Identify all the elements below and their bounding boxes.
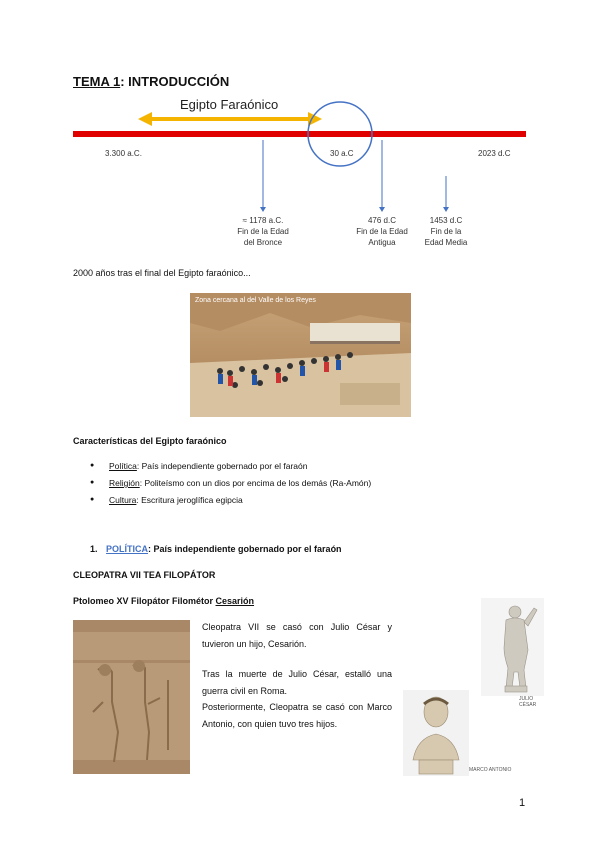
feature-key: Política [109, 461, 137, 471]
ptolomeo-line [73, 596, 254, 606]
event-media [416, 215, 476, 248]
event-arrows [263, 140, 446, 208]
paragraph-3: Posteriormente, Cleopatra se casó con Marco Antonio, con quien tuvo tres hijos. [202, 702, 392, 729]
page-number: 1 [519, 797, 526, 809]
feature-key: Cultura [109, 495, 137, 505]
bust-image [403, 690, 469, 776]
era-arrow [138, 112, 322, 126]
timeline-diagram [0, 0, 600, 260]
timeline-start: 3.300 a.C. [105, 149, 142, 158]
section-key-link[interactable]: POLÍTICA [106, 544, 149, 554]
feature-text: : Escritura jeroglífica egipcia [136, 495, 243, 505]
list-item [90, 494, 371, 511]
relief-art [73, 620, 190, 774]
bust-caption: MARCO ANTONIO [469, 767, 512, 773]
event-bronze [233, 215, 293, 248]
list-item [90, 460, 371, 477]
event-line1: Fin de la Edad [237, 227, 289, 236]
title-rest: : INTRODUCCIÓN [120, 74, 230, 89]
paragraph-1: Cleopatra VII se casó con Julio César y tuvieron un hijo, Cesarión. [202, 622, 392, 649]
feature-text: : País independiente gobernado por el faraón [136, 461, 308, 471]
event-line2: Antigua [368, 238, 396, 247]
features-list [90, 460, 371, 511]
era-label: Egipto Faraónico [180, 97, 279, 112]
event-line1: Fin de la [430, 227, 462, 236]
event-date: ≈ 1178 a.C. [242, 216, 284, 225]
event-antigua [352, 215, 412, 248]
event-line2: Edad Media [424, 238, 468, 247]
event-line1: Fin de la Edad [356, 227, 408, 236]
intro-sentence: 2000 años tras el final del Egipto faraónico... [73, 268, 251, 278]
cleopatra-heading: CLEOPATRA VII TEA FILOPÁTOR [73, 570, 216, 580]
cesarion-link[interactable]: Cesarión [215, 596, 255, 606]
section-number: 1. [90, 544, 98, 554]
section-text: : País independiente gobernado por el faraón [148, 544, 342, 554]
timeline-bar [73, 131, 526, 137]
statue-art [481, 598, 544, 696]
paragraph-2: Tras la muerte de Julio César, estalló una guerra civil en Roma. [202, 669, 392, 696]
timeline-end: 2023 d.C [478, 149, 511, 158]
title-prefix: TEMA 1 [73, 74, 121, 89]
event-line2: del Bronce [243, 238, 283, 247]
relief-image [73, 620, 190, 774]
list-item [90, 477, 371, 494]
bust-art [403, 690, 469, 776]
statue-image [481, 598, 544, 708]
valley-photo-caption: Zona cercana al del Valle de los Reyes [195, 297, 316, 304]
section-politica [90, 544, 342, 554]
feature-key: Religión [109, 478, 140, 488]
features-heading: Características del Egipto faraónico [73, 436, 227, 446]
ptolomeo-text: Ptolomeo XV Filopátor Filométor [73, 596, 216, 606]
valley-photo [190, 293, 411, 417]
valley-photo-art [190, 293, 411, 417]
statue-caption: JULIO CÉSAR [519, 696, 537, 708]
event-date: 1453 d.C [429, 216, 463, 225]
feature-text: : Politeísmo con un dios por encima de los demás (Ra-Amón) [139, 478, 372, 488]
event-date: 476 d.C [367, 216, 397, 225]
timeline-middle: 30 a.C [330, 149, 354, 158]
